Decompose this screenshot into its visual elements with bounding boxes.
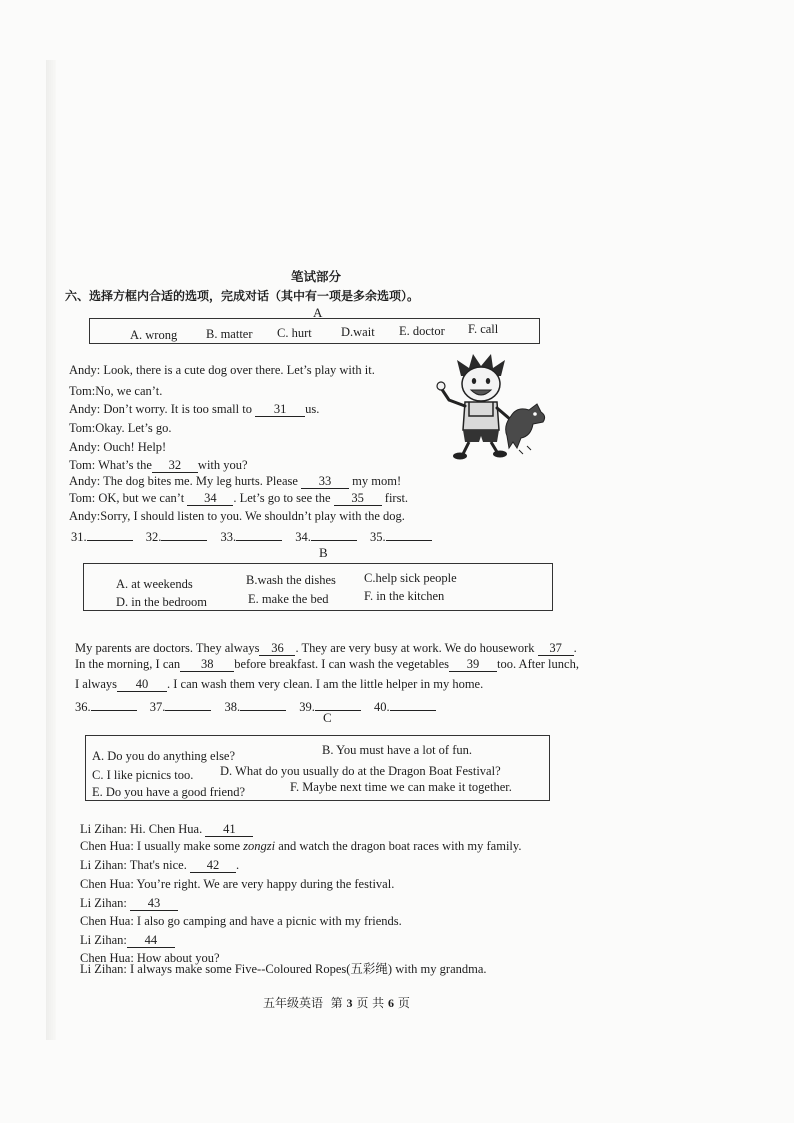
dialogue-line: Tom:Okay. Let’s go. — [69, 421, 172, 435]
section-a-label: A — [313, 305, 323, 320]
option-d: D. What do you usually do at the Dragon Boat Festival? — [220, 764, 501, 778]
option-e: E. Do you have a good friend? — [92, 785, 246, 799]
option-b: B. matter — [206, 327, 253, 341]
blank-40[interactable]: 40 — [117, 678, 167, 692]
answer-blank[interactable] — [91, 698, 137, 711]
dialogue-line: Andy:Sorry, I should listen to you. We shouldn’t play with the dog. — [69, 509, 405, 523]
answer-blank[interactable] — [236, 528, 282, 541]
answer-blank[interactable] — [315, 698, 361, 711]
blank-36[interactable]: 36 — [259, 642, 295, 656]
blank-31[interactable]: 31 — [255, 403, 305, 417]
answer-row-b: 36. 37. 38. 39. 40. — [75, 698, 446, 715]
option-c: C. I like picnics too. — [92, 768, 194, 782]
dialogue-line: Chen Hua: You’re right. We are very happy during the festival. — [80, 877, 395, 891]
boy-and-dog-illustration — [433, 350, 551, 462]
option-f: F. Maybe next time we can make it together. — [290, 780, 512, 794]
option-e: E. doctor — [399, 324, 445, 338]
dialogue-line: Chen Hua: How about you? — [80, 951, 220, 965]
section-b-label: B — [319, 545, 328, 560]
option-c: C.help sick people — [364, 571, 457, 585]
blank-43[interactable]: 43 — [130, 897, 178, 911]
dialogue-line: Li Zihan: 43 — [80, 895, 178, 911]
dialogue-line: Li Zihan: Hi. Chen Hua. 41 — [80, 821, 253, 837]
option-b: B. You must have a lot of fun. — [322, 743, 472, 757]
section-b-option-box — [83, 563, 553, 611]
blank-42[interactable]: 42 — [190, 859, 236, 873]
dialogue-line: Li Zihan: 44 — [80, 932, 175, 948]
dialogue-line: Chen Hua: I also go camping and have a picnic with my friends. — [80, 914, 402, 928]
answer-blank[interactable] — [386, 528, 432, 541]
dialogue-line: Andy: Ouch! Help! — [69, 440, 167, 454]
passage-line: My parents are doctors. They always 36 . They are very busy at work. We do housework 37 . — [75, 641, 577, 655]
dialogue-line: Andy: The dog bites me. My leg hurts. Please 33 my mom! — [69, 474, 402, 488]
option-f: F. call — [468, 322, 499, 336]
option-b: B.wash the dishes — [246, 573, 336, 587]
blank-33[interactable]: 33 — [301, 475, 349, 489]
option-a: A. Do you do anything else? — [92, 749, 236, 763]
blank-39[interactable]: 39 — [449, 658, 497, 672]
answer-blank[interactable] — [311, 528, 357, 541]
part-title: 笔试部分 — [291, 269, 342, 284]
blank-32[interactable]: 32 — [152, 459, 198, 473]
dialogue-line: Andy: Don’t worry. It is too small to 31 us. — [69, 402, 320, 416]
passage-line: I always 40 . I can wash them very clean. I am the little helper in my home. — [75, 677, 484, 691]
blank-41[interactable]: 41 — [205, 823, 253, 837]
option-f: F. in the kitchen — [364, 589, 445, 603]
answer-blank[interactable] — [87, 528, 133, 541]
option-c: C. hurt — [277, 326, 312, 340]
answer-row-a: 31. 32. 33. 34. 35. — [71, 528, 442, 545]
dialogue-line: Andy: Look, there is a cute dog over there. Let’s play with it. — [69, 363, 375, 377]
answer-blank[interactable] — [390, 698, 436, 711]
blank-34[interactable]: 34 — [187, 492, 233, 506]
section-c-option-box — [85, 735, 550, 801]
dialogue-line: Tom: What’s the 32 with you? — [69, 458, 248, 472]
dialogue-line: Tom: OK, but we can’t 34 . Let’s go to see the 35 first. — [69, 491, 409, 505]
option-a: A. at weekends — [116, 577, 193, 591]
option-e: E. make the bed — [248, 592, 329, 606]
section-c-label: C — [323, 710, 332, 725]
dialogue-line: Li Zihan: I always make some Five--Coloured Ropes(五彩绳) with my grandma. — [80, 962, 487, 976]
dialogue-line: Tom:No, we can’t. — [69, 384, 163, 398]
blank-44[interactable]: 44 — [127, 934, 175, 948]
section-a-option-box — [89, 318, 540, 344]
answer-blank[interactable] — [240, 698, 286, 711]
blank-37[interactable]: 37 — [538, 642, 574, 656]
option-d: D.wait — [341, 325, 375, 339]
blank-35[interactable]: 35 — [334, 492, 382, 506]
answer-blank[interactable] — [161, 528, 207, 541]
blank-38[interactable]: 38 — [180, 658, 234, 672]
dialogue-line: Chen Hua: I usually make some zongzi and watch the dragon boat races with my family. — [80, 839, 522, 853]
answer-blank[interactable] — [165, 698, 211, 711]
option-d: D. in the bedroom — [116, 595, 207, 609]
section-6-instruction: 六、选择方框内合适的选项，完成对话（其中有一项是多余选项）。 — [65, 289, 420, 303]
dialogue-line: Li Zihan: That's nice. 42 . — [80, 858, 240, 872]
option-a: A. wrong — [130, 328, 178, 342]
passage-line: In the morning, I can 38 before breakfast. I can wash the vegetables 39 too. After lunch, — [75, 657, 579, 671]
scan-shadow — [46, 60, 56, 1040]
page-footer: 五年级英语 第 3 页 共 6 页 — [263, 996, 410, 1010]
